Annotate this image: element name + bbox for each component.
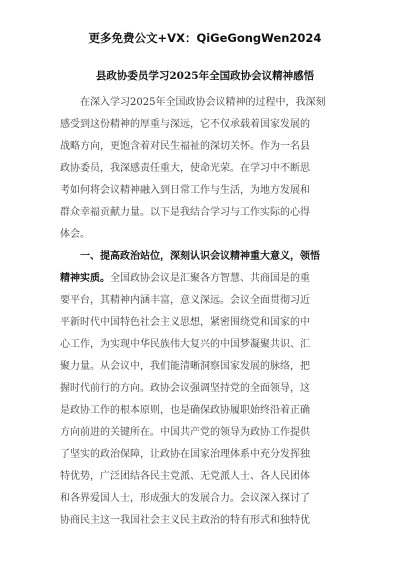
paragraph-line: 方向前进的关键所在。中国共产党的领导为政协工作提供 [60,427,310,438]
paragraph-line [60,268,360,290]
paragraph-line: 了坚实的政治保障，让政协在国家治理体系中充分发挥独 [60,449,310,460]
paragraph-line: 聚力量。从会议中，我们能清晰洞察国家发展的脉络，把 [60,361,310,372]
paragraph-line: 要平台，其精神内涵丰富，意义深远。会议全面贯彻习近 [60,295,310,306]
section-heading-continued: 精神实质。 [60,273,110,284]
paragraph-line: 特优势，广泛团结各民主党派、无党派人士、各人民团体 [60,471,310,482]
paragraph-line: 是政协工作的根本原则，也是确保政协履职始终沿着正确 [60,405,310,416]
paragraph-line: 和各界爱国人士，形成强大的发展合力。会议深入探讨了 [60,493,310,504]
document-title: 县政协委员学习2025年全国政协会议精神感悟 [95,70,315,82]
paragraph-line: 政协委员，我深感责任重大，使命光荣。在学习中不断思 [60,163,310,174]
paragraph-line: 心工作，为实现中华民族伟大复兴的中国梦凝聚共识、汇 [60,339,310,350]
paragraph-line: 战略方向，更饱含着对民生福祉的深切关怀。作为一名县 [60,141,310,152]
section-heading: 一、提高政治站位，深刻认识会议精神重大意义，领悟 [80,251,320,262]
section-heading-line [60,246,360,268]
watermark-header: 更多免费公文+VX：QiGeGongWen2024 [88,31,322,45]
paragraph-line: 感受到这份精神的厚重与深远，它不仅承载着国家发展的 [60,119,310,130]
paragraph-line: 平新时代中国特色社会主义思想，紧密围绕党和国家的中 [60,317,310,328]
paragraph-line: 群众幸福贡献力量。以下是我结合学习与工作实际的心得 [60,207,310,218]
document-body [60,92,360,532]
paragraph-line: 考如何将会议精神融入到日常工作与生活，为地方发展和 [60,185,310,196]
paragraph-line: 体会。 [60,229,90,240]
paragraph-line: 协商民主这一我国社会主义民主政治的特有形式和独特优 [60,515,310,526]
paragraph-line: 在深入学习2025年全国政协会议精神的过程中，我深刻 [80,97,326,108]
paragraph-text: 全国政协会议是汇聚各方智慧、共商国是的重 [110,273,310,284]
paragraph-line: 握时代前行的方向。政协会议强调坚持党的全面领导，这 [60,383,310,394]
